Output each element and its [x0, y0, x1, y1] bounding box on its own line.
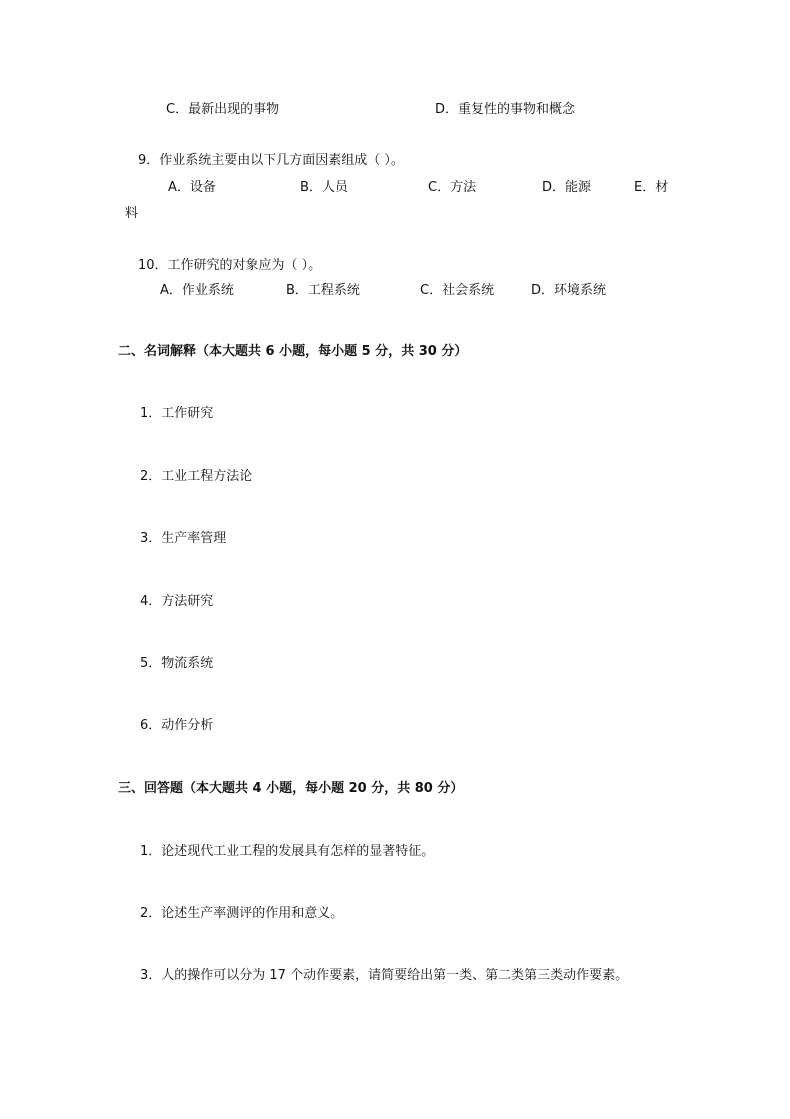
q10-option-a: A．作业系统 — [160, 283, 234, 298]
section-3-item-3: 3．人的操作可以分为 17 个动作要素，请简要给出第一类、第二类第三类动作要素。 — [140, 968, 629, 983]
section-2-item-1: 1．工作研究 — [140, 406, 214, 421]
q9-option-d: D．能源 — [542, 180, 592, 195]
section-2-item-3: 3．生产率管理 — [140, 531, 227, 546]
section-2-item-2: 2．工业工程方法论 — [140, 469, 253, 484]
section-2-item-4: 4．方法研究 — [140, 594, 214, 609]
q9-option-e-wrap: 料 — [125, 206, 139, 221]
q9-option-e: E．材 — [634, 180, 669, 195]
q10-option-d: D．环境系统 — [531, 283, 607, 298]
option-d: D．重复性的事物和概念 — [435, 102, 576, 117]
section-3-heading: 三、回答题（本大题共 4 小题，每小题 20 分，共 80 分） — [118, 781, 464, 796]
q10-option-b: B．工程系统 — [286, 283, 360, 298]
q10-option-c: C．社会系统 — [420, 283, 495, 298]
question-9: 9．作业系统主要由以下几方面因素组成（ ）。 — [138, 153, 404, 168]
question-10: 10．工作研究的对象应为（ ）。 — [138, 258, 322, 273]
section-3-item-1: 1．论述现代工业工程的发展具有怎样的显著特征。 — [140, 844, 435, 859]
section-2-item-5: 5．物流系统 — [140, 656, 214, 671]
q9-option-c: C．方法 — [428, 180, 477, 195]
section-2-item-6: 6．动作分析 — [140, 718, 214, 733]
option-c: C．最新出现的事物 — [166, 102, 280, 117]
section-2-heading: 二、名词解释（本大题共 6 小题，每小题 5 分，共 30 分） — [118, 344, 468, 359]
q9-option-b: B．人员 — [300, 180, 348, 195]
q9-option-a: A．设备 — [168, 180, 216, 195]
section-3-item-2: 2．论述生产率测评的作用和意义。 — [140, 906, 344, 921]
